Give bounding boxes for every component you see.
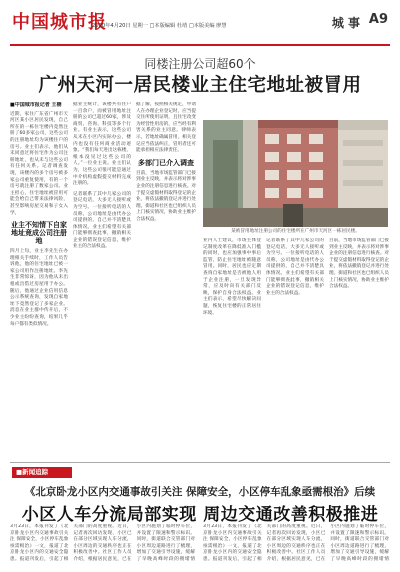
dateline: 2020年4月20日 星期一 □本版编辑 杜靖 □本版美编 廖慧 (92, 23, 227, 29)
story1-paragraph: 目前，当地市场监管部门已接到业主反映，并表示将对涉事企业的注册信息进行核查。对于提交虚假材料取得登记的企业，将依法撤销登记并进行处理。街道和社区也已组织人员上门核实情况，协助业主维护合法权益。 (136, 170, 196, 222)
story1-paragraph: 业内人士建议，市场主体登记制度改革在降低准入门槛的同时，也应加强事中事后监管，防止住宅地址被随意冒用。同时，居民也应定期查询自家地址是否被他人用于企业注册，一旦发现异常，应及时向有关部门反映，保护自身合法权益。业主们表示，希望尽快解决问题，恢复住宅楼的正常居住环境。 (203, 238, 261, 316)
story1-column-6 (329, 238, 389, 460)
story1-column-3 (136, 102, 196, 460)
story2-headline: 小区人车分流局部实现 周边交通改善积极推进 (21, 505, 379, 525)
story1-column-1 (10, 102, 68, 460)
story1-headline: 广州天河一居民楼业主住宅地址被冒用 (38, 75, 362, 96)
story2-paragraph: 3月23日，本报刊发了《北京卧龙小区内交通事故引关注 保障安全，小区停车乱象亟需根治》一文，报道了北京卧龙小区内的交通安全隐患。报道刊发后，引起了相关部门的高度重视。近日，记者再次回访发现，小区已在部分区域实现人车分流，小区周边的交通秩序也正在积极改善中。社区工作人员介绍，根据居民意见，已在小区内施划了临时停车位，并设置了限速和警示标识。同时，街道联合交管部门对小区周边道路进行了梳理，增加了交通引导设施，缓解了早晚高峰时段的拥堵情 (203, 524, 389, 562)
news-tracking-tag: ■新闻追踪 (12, 467, 72, 478)
story1-section-title: 多部门已介入调查 (138, 158, 194, 167)
story-divider (10, 462, 390, 463)
story1-paragraph: 据了解，按照相关规定，申请人在办理企业登记时，应当提交住所使用证明，且住宅改变为经营性用房的，应当经有利害关系的业主同意。律师表示，若地址确属冒用，相关登记应当依法纠正，冒用者还可能承担相应法律责任。 (136, 102, 196, 154)
masthead (0, 0, 400, 50)
story2-body-right (203, 524, 389, 568)
story1-paragraph: 目前，当地市场监管部门已接到业主反映，并表示将对涉事企业的注册信息进行核查。对于提交虚假材料取得登记的企业，将依法撤销登记并进行处理。街道和社区也已组织人员上门核实情况，协助业主维护合法权益。 (329, 238, 389, 290)
building-photo (203, 120, 388, 227)
story1-section-title: 业主不知情下自家地址竟成公司注册地 (11, 221, 67, 246)
story1-paragraph: 记者联系了其中几家公司的登记电话，大多无人接听或为空号。一位接听电话的人员称，公司地址是由代办公司提供的，自己并不清楚具体情况。业主们希望有关部门能够彻查此事，撤销相关企业的错误登记信息，维护业主的合法权益。 (73, 191, 131, 250)
masthead-rule (10, 44, 390, 46)
photo-caption: 某被冒用地址注册公司的住宅楼所在广州市天河区一栋居民楼。 (231, 229, 360, 234)
story2-body-left (10, 524, 195, 568)
section-name: 城 事 (331, 16, 360, 30)
page-number: A9 (368, 12, 388, 27)
story1-column-5 (266, 238, 324, 460)
story1-paragraph: 记者联系了其中几家公司的登记电话，大多无人接听或为空号。一位接听电话的人员称，公司地址是由代办公司提供的，自己并不清楚具体情况。业主们希望有关部门能够彻查此事，撤销相关企业的错误登记信息，维护业主的合法权益。 (266, 238, 324, 296)
story1-paragraph: 四月上旬，业主李先生在办理相关手续时，工作人员告诉他，他的住宅地址已被一家公司用作注册地址。李先生非常惊讶，因为他从未出租或出借过房屋用于办公。随后，他通过企业信用信息公示系统查询，发现自家地址下竟然登记了多家企业。消息在业主群中传开后，不少业主纷纷查询，结果几乎每户都有类似情况。 (10, 249, 68, 327)
story1-subhead: 同楼注册公司超60个 (144, 57, 256, 71)
story1-column-4 (203, 238, 261, 460)
building-illustration (203, 120, 388, 227)
story1-paragraph: 据业主统计，该楼共有住户一百余户，而被冒用地址注册的公司已超过60家，涉及商贸、咨询、科技等多个行业。有业主表示，这些公司从未在小区内实际办公，楼内也没有任何商业活动迹象。“我们每天进出这栋楼，根本没见过这些公司的人。”一位业主说。业主们认为，这些公司很可能是通过中介机构虚假提交材料完成注册的。 (73, 102, 131, 187)
story1-column-2 (73, 102, 131, 460)
newspaper-logo: 中国城市报 (12, 12, 107, 33)
story2-paragraph: 3月23日，本报刊发了《北京卧龙小区内交通事故引关注 保障安全，小区停车乱象亟需根治》一文，报道了北京卧龙小区内的交通安全隐患。报道刊发后，引起了相关部门的高度重视。近日，记者再次回访发现，小区已在部分区域实现人车分流，小区周边的交通秩序也正在积极改善中。社区工作人员介绍，根据居民意见，已在小区内施划了临时停车位，并设置了限速和警示标识。同时，街道联合交管部门对小区周边道路进行了梳理，增加了交通引导设施，缓解了早晚高峰时段的拥堵情 (10, 524, 195, 562)
story1-paragraph: 近期，家住广东省广州市天河区某小区居民发现，自己所在的一栋住宅楼内竟然注册了60多家公司，这些公司的注册地址均为该楼住户的房号。业主们表示，他们从未同意过将住宅作为公司注册地址，也从未与这些公司有任何关系。记者调查发现，该楼内的多个房号被多家公司重复使用，有的一个房号就注册了数家公司。业主担心，住宅地址被冒用可能会给自己带来法律风险，甚至影响房屋交易和子女入学。 (10, 111, 68, 216)
story1-byline: ■中国城市报记者 王楠 (10, 102, 62, 108)
story2-subhead: 《北京卧龙小区内交通事故引关注 保障安全，小区停车乱象亟需根治》后续 (24, 486, 376, 498)
